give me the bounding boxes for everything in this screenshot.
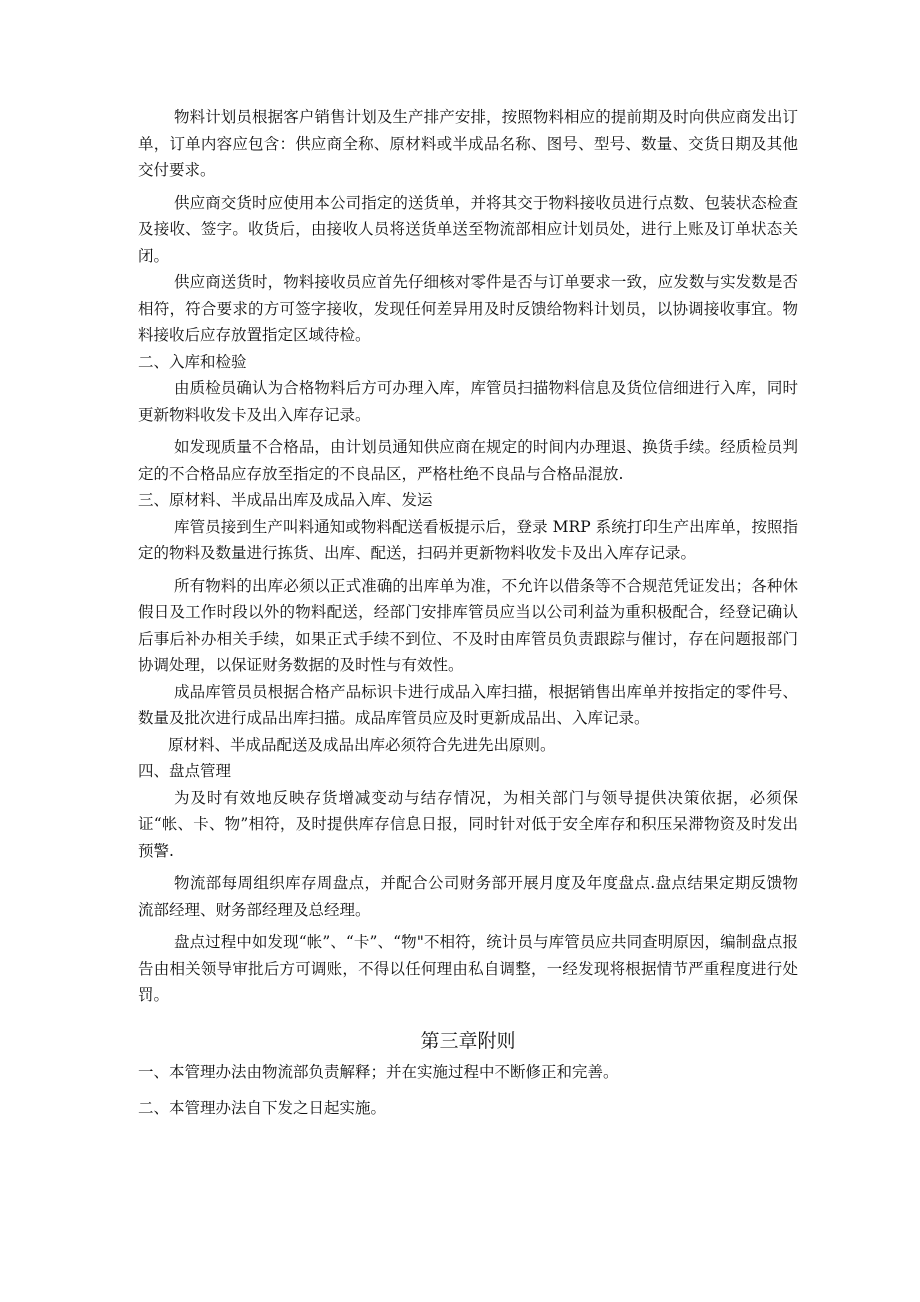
clause-effective-date: 二、本管理办法自下发之日起实施。 [138,1099,387,1117]
paragraph-receiving-check: 供应商送货时，物料接收员应首先仔细核对零件是否与订单要求一致，应发数与实发数是否相符，符合要求的方可签字接收，发现任何差异用及时反馈给物料计划员，以协调接收事宜。物料接收后应存放置指定区域待检。 [138,273,798,344]
paragraph-outbound-rules: 所有物料的出库必须以正式准确的出库单为准，不允许以借条等不合规范凭证发出；各种休假日及工作时段以外的物料配送，经部门安排库管员应当以公司利益为重积极配合，经登记确认后事后补办相关手续，如果正式手续不到位、不及时由库管员负责跟踪与催讨，存在问题报部门协调处理，以保证财务数据的及时性与有效性。 [138,576,798,674]
paragraph-stock-reporting: 为及时有效地反映存货增减变动与结存情况，为相关部门与领导提供决策依据，必须保证“帐、卡、物”相符，及时提供库存信息日报，同时针对低于安全库存和积压呆滞物资及时发出预警. [138,788,798,860]
paragraph-delivery-note: 供应商交货时应使用本公司指定的送货单，并将其交于物料接收员进行点数、包装状态检查及接收、签字。收货后，由接收人员将送货单送至物流部相应计划员处，进行上账及订单状态关闭。 [138,193,798,265]
paragraph-inbound: 由质检员确认为合格物料后方可办理入库，库管员扫描物料信息及货位信细进行入库，同时更新物料收发卡及出入库存记录。 [138,379,798,424]
document-body [138,104,798,1122]
paragraph-discrepancy: 盘点过程中如发现“帐”、“卡”、“物"不相符，统计员与库管员应共同查明原因，编制盘点报告由相关领导审批后方可调账，不得以任何理由私自调整，一经发现将根据情节严重程度进行处罚。 [138,933,798,1004]
chapter-title: 第三章附则 [420,1029,516,1052]
section-heading-inbound-inspection: 二、入库和检验 [138,352,247,371]
paragraph-order-placement: 物料计划员根据客户销售计划及生产排产安排，按照物料相应的提前期及时向供应商发出订单，订单内容应包含：供应商全称、原材料或半成品名称、图号、型号、数量、交货日期及其他交付要求。 [138,108,798,179]
paragraph-fifo: 原材料、半成品配送及成品出库必须符合先进先出原则。 [168,735,556,754]
paragraph-finished-goods: 成品库管员员根据合格产品标识卡进行成品入库扫描，根据销售出库单并按指定的零件号、数量及批次进行成品出库扫描。成品库管员应及时更新成品出、入库记录。 [138,682,798,727]
section-heading-stocktaking: 四、盘点管理 [138,762,232,780]
clause-interpretation: 一、本管理办法由物流部负责解释；并在实施过程中不断修正和完善。 [138,1062,619,1081]
paragraph-picking: 库管员接到生产叫料通知或物料配送看板提示后，登录 MRP 系统打印生产出库单，按照指定的物料及数量进行拣货、出库、配送，扫码并更新物料收发卡及出入库存记录。 [138,517,798,562]
paragraph-weekly-count: 物流部每周组织库存周盘点，并配合公司财务部开展月度及年度盘点.盘点结果定期反馈物流部经理、财务部经理及总经理。 [138,874,798,919]
paragraph-nonconforming: 如发现质量不合格品，由计划员通知供应商在规定的时间内办理退、换货手续。经质检员判定的不合格品应存放至指定的不良品区，严格杜绝不良品与合格品混放. [138,438,798,483]
section-heading-outbound-shipping: 三、原材料、半成品出库及成品入库、发运 [138,491,433,509]
